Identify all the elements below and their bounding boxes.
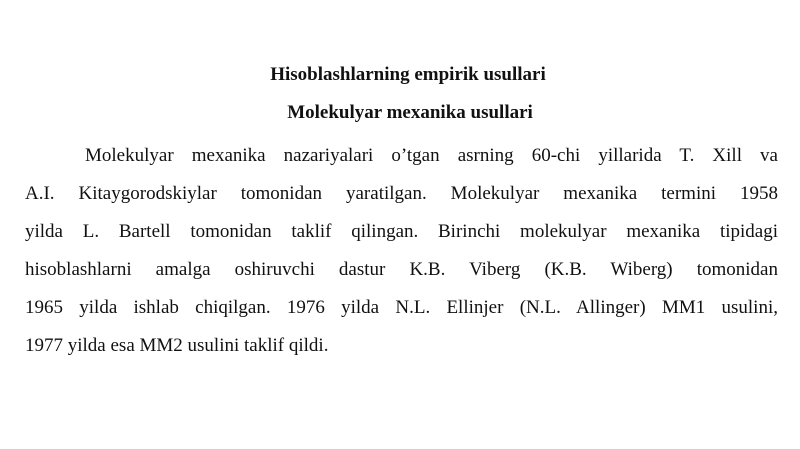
section-subtitle: Molekulyar mexanika usullari: [287, 102, 533, 123]
paragraph-line: 1977 yilda esa MM2 usulini taklif qildi.: [25, 335, 329, 356]
paragraph-line: yilda L. Bartell tomonidan taklif qilingan. Birinchi molekulyar mexanika tipidagi: [25, 221, 778, 242]
paragraph-line: A.I. Kitaygorodskiylar tomonidan yaratilgan. Molekulyar mexanika termini 1958: [25, 183, 778, 204]
paragraph-line: Molekulyar mexanika nazariyalari o’tgan asrning 60-chi yillarida T. Xill va: [85, 145, 778, 166]
document-title: Hisoblashlarning empirik usullari: [270, 64, 546, 85]
paragraph-line: 1965 yilda ishlab chiqilgan. 1976 yilda N.L. Ellinjer (N.L. Allinger) MM1 usulini,: [25, 297, 778, 318]
paragraph-line: hisoblashlarni amalga oshiruvchi dastur K.B. Viberg (K.B. Wiberg) tomonidan: [25, 259, 778, 280]
